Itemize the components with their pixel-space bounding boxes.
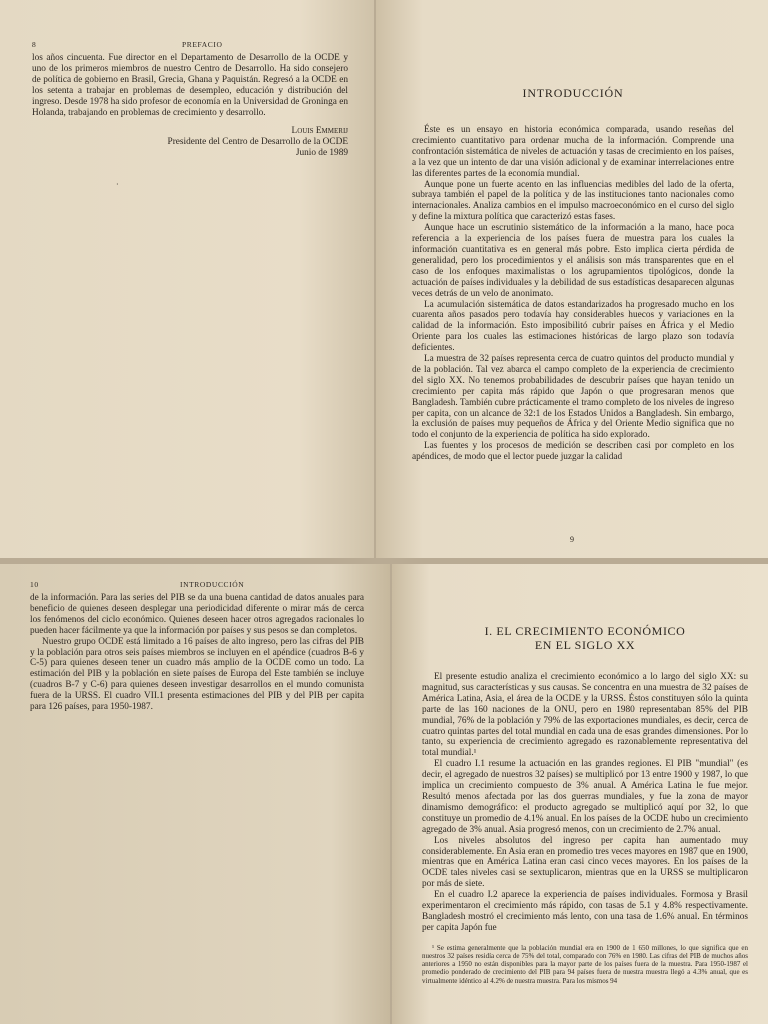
- preface-text: los años cincuenta. Fue director en el Departamento de Desarrollo de la OCDE y uno de los primeros miembros de nuestro Centro de Desarrollo. Ha sido consejero de política de gobierno en Brasil, Grecia, Ghana y Paquistán. Regresó a la OCDE en los setenta a trabajar en problemas de desempleo, educación y distribución del ingreso. Desde 1978 ha sido profesor de economía en la Universidad de Groninga en Holanda, trabajando en problemas de crecimiento y desarrollo.: [32, 53, 348, 118]
- page-9: [376, 0, 768, 558]
- paragraph: En el cuadro I.2 aparece la experiencia de países individuales. Formosa y Brasil experimentaron el crecimiento más rápido, con tasas de 5.1 y 4.8% respectivamente. Bangladesh mostró el crecimiento más lento, con una tasa de 1.6% anual. En términos per capita Japón fue: [422, 890, 748, 933]
- paragraph: Éste es un ensayo en historia económica comparada, usando reseñas del crecimiento cuantitativo para ordenar mucha de la información. Comprende una confrontación sistemática de niveles de actuación y tasas de crecimiento en los países, a la vez que un intento de dar una visión adicional y de examinar interrelaciones entre las diferentes partes de la economía mundial.: [412, 125, 734, 179]
- signature-role: Presidente del Centro de Desarrollo de la OCDE: [167, 137, 348, 148]
- page-number: 8: [32, 40, 37, 49]
- chapter-heading-line-1: I. EL CRECIMIENTO ECONÓMICO: [484, 624, 686, 638]
- chapter-heading-line-2: EN EL SIGLO XX: [534, 638, 636, 652]
- signature-block: [32, 126, 348, 159]
- page-folio: 9: [570, 535, 574, 544]
- paragraph: La muestra de 32 países representa cerca de cuatro quintos del producto mundial y de la población. Tal vez abarca el campo completo de la experiencia de crecimiento del siglo XX. No tenemos probabilidades de descubrir países que hayan tenido un crecimiento per capita más rápido que Japón o que progresaran menos que Bangladesh. También cubre prácticamente el tramo completo de los niveles de ingreso per capita, con un alcance de 32:1 de los Estados Unidos a Bangladesh. Sin embargo, la exclusión de países muy pequeños de África y del Oriente Medio significa que no todo el conjunto de la experiencia de política ha sido explorado.: [412, 354, 734, 441]
- page-header: [30, 580, 364, 589]
- signature-name: Louis Emmerij: [291, 126, 348, 137]
- paragraph: Aunque pone un fuerte acento en las influencias medibles del lado de la oferta, subraya también el papel de la política y de las instituciones tanto nacionales como internacionales. Analiza cambios en el impulso macroeconómico en el curso del siglo y define la mixtura política que caracterizó estas fases.: [412, 179, 734, 223]
- paragraph: Las fuentes y los procesos de medición se describen casi por completo en los apéndices, de modo que el lector puede juzgar la calidad: [412, 441, 734, 463]
- paragraph: Nuestro grupo OCDE está limitado a 16 países de alto ingreso, pero las cifras del PIB y la población para otros seis países miembros se incluyen en el apéndice (cuadros B-6 y C-5) para quienes deseen tener un cuadro más amplio de la OCDE como un todo. La estimación del PIB y la población en siete países de Europa del Este también se incluye (cuadros B-7 y C-6) para quienes deseen investigar desarrollos en el mundo comunista fuera de la URSS. El cuadro VII.1 presenta estimaciones del PIB y del PIB per capita para 126 países, para 1950-1987.: [30, 636, 364, 713]
- running-head: PREFACIO: [182, 40, 223, 49]
- page-number: 10: [30, 580, 39, 589]
- paragraph: El cuadro I.1 resume la actuación en las grandes regiones. El PIB "mundial" (es decir, el agregado de nuestros 32 países) se multiplicó por 13 entre 1900 y 1987, lo que implica un crecimiento compuesto de 3% anual. A América Latina le fue mejor. Resultó menos afectada por las dos guerras mundiales, y fue la zona de mayor dinamismo demográfico: el producto agregado se multiplicó aquí por 32, lo que constituye un promedio de 4.1% anual. En los países de la OCDE hubo un crecimiento agregado de 3% anual. Asia progresó menos, con un crecimiento de 2.7% anual.: [422, 759, 748, 835]
- paragraph: El presente estudio analiza el crecimiento económico a lo largo del siglo XX: su magnitud, sus características y sus causas. Se concentra en una muestra de 32 países de América Latina, Asia, el área de la OCDE y la URSS. Éstos constituyen sólo la quinta parte de las 160 naciones de la ONU, pero en 1980 representaban 85% del PIB mundial, 76% de la población y 79% de las exportaciones mundiales, es decir, cerca de cuatro quintas partes del total mundial en cada una de esas grandes dimensiones. Por lo tanto, su experiencia de crecimiento agregado es razonablemente representativa del total mundial.¹: [422, 672, 748, 759]
- paragraph: Aunque hace un escrutinio sistemático de la información a la mano, hace poca referencia a la experiencia de los países fuera de muestra para los cuales la información cuantitativa es en general más pobre. Esto implica cierta pérdida de generalidad, pero los procedimientos y el análisis son más transparentes que en el caso de los enfoques maximalistas o los agrupamientos tipológicos, donde la actuación de países individuales y la debilidad de sus estadísticas desaparecen algunas veces detrás de un velo de anonimato.: [412, 223, 734, 299]
- paragraph: Los niveles absolutos del ingreso per capita han aumentado muy considerablemente. En Asia eran en promedio tres veces mayores en 1987 que en 1900, mientras que en América Latina eran casi cinco veces mayores. En los países de la OCDE tales niveles casi se sextuplicaron, mientras que en la URSS se multiplicaron por más de siete.: [422, 835, 748, 890]
- page-header: [32, 40, 348, 49]
- paragraph: La acumulación sistemática de datos estandarizados ha progresado mucho en los cuarenta años pasados pero todavía hay considerables huecos y variaciones en la calidad de la información. Esto imposibilitó cubrir países en África y el Medio Oriente para los cuales las estimaciones históricas de largo plazo son todavía deficientes.: [412, 299, 734, 354]
- paragraph: de la información. Para las series del PIB se da una buena cantidad de datos anuales para beneficio de quienes deseen desplegar una periodicidad diferente o mirar más de cerca los fenómenos del ciclo económico. Quienes deseen hacer otros agregados racionales lo pueden hacer fácilmente ya que la información por países y sus pesos se dan completos.: [30, 593, 364, 636]
- page-10: [0, 564, 390, 1024]
- stray-mark: ·: [116, 180, 119, 189]
- running-head: INTRODUCCIÓN: [180, 580, 245, 589]
- footnote: ¹ Se estima generalmente que la población mundial era en 1900 de 1 650 millones, lo que significa que en nuestros 32 países residía cerca de 75% del total, comparado con 76% en 1980. Las cifras del PIB de muchos años anteriores a 1950 no están disponibles para la mayor parte de los países fuera de la muestra. Para 1950-1987 el promedio ponderado de crecimiento del PIB para 94 países fuera de nuestra muestra llegó a 4.3% anual, que es virtualmente idéntico al 4.2% de nuestra muestra. Para los mismos 94: [422, 943, 748, 985]
- chapter-heading: [422, 624, 748, 652]
- signature-date: Junio de 1989: [295, 148, 348, 159]
- chapter-heading: INTRODUCCIÓN: [522, 86, 624, 100]
- page-8: [0, 0, 374, 558]
- page-11: [392, 564, 768, 1024]
